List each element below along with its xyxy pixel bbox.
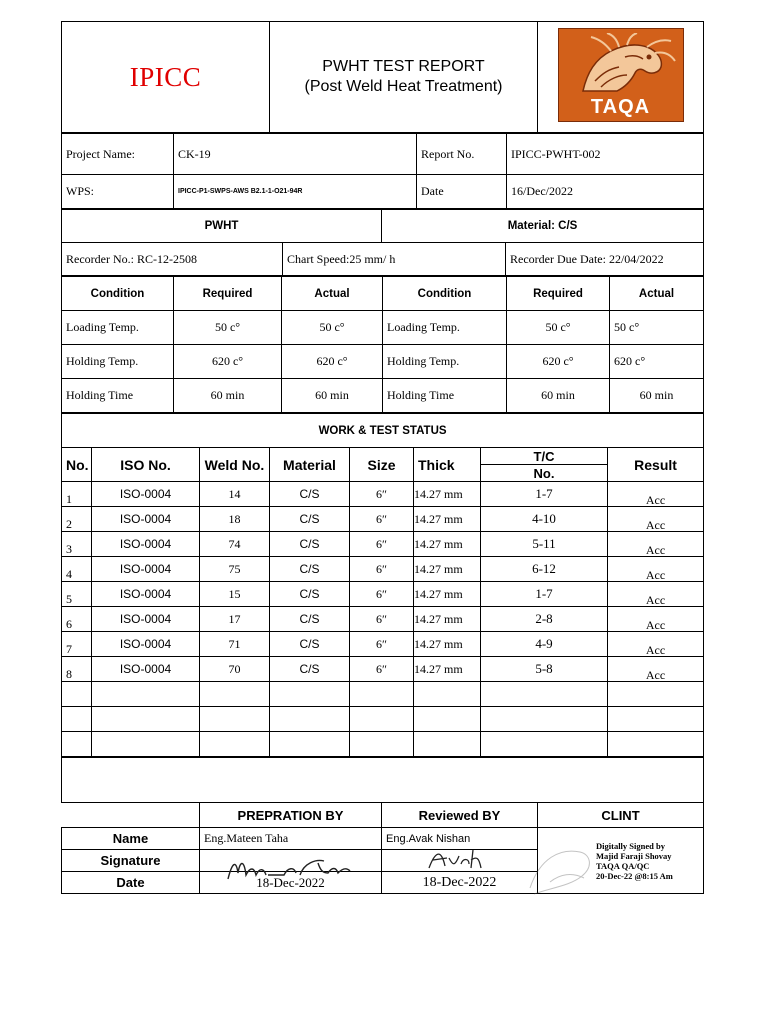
actual-cell: 620 c°	[282, 345, 383, 379]
condition-row	[62, 311, 704, 345]
tc-no-cell	[481, 657, 608, 682]
row-no: 5	[66, 591, 72, 606]
required-cell: 60 min	[174, 379, 282, 413]
report-no-label: Report No.	[417, 134, 507, 175]
iso-no: ISO-0004	[119, 512, 172, 526]
size-cell	[350, 507, 414, 532]
review-signature-cell	[382, 850, 538, 872]
recorder-due-date: Recorder Due Date: 22/04/2022	[506, 243, 704, 276]
company-name: IPICC	[62, 22, 270, 133]
thick-cell	[414, 682, 481, 707]
tc-no-cell	[481, 707, 608, 732]
result: Acc	[645, 667, 666, 682]
actual-header: Actual	[282, 277, 383, 311]
actual-cell: 50 c°	[282, 311, 383, 345]
weld-no-cell	[200, 732, 270, 757]
required-header: Required	[174, 277, 282, 311]
thick-cell	[414, 657, 481, 682]
result-cell	[608, 732, 704, 757]
condition-header: Condition	[62, 277, 174, 311]
tc-no: 1-7	[535, 486, 553, 501]
row-no: 3	[66, 541, 72, 556]
weld-no: 18	[228, 511, 241, 526]
wps-value: IPICC-P1-SWPS-AWS B2.1-1-O21-94R	[174, 175, 417, 209]
report-title-line1: PWHT TEST REPORT	[322, 58, 485, 75]
work-status-title: WORK & TEST STATUS	[62, 414, 704, 448]
material: C/S	[299, 537, 320, 551]
row-no: 6	[66, 616, 72, 631]
row-no-cell	[62, 682, 92, 707]
iso-no: ISO-0004	[119, 487, 172, 501]
iso-no-cell	[92, 707, 200, 732]
weld-no-cell	[200, 532, 270, 557]
iso-no-cell	[92, 532, 200, 557]
result: Acc	[645, 542, 666, 557]
thick: 14.27 mm	[414, 536, 463, 551]
size-cell	[350, 657, 414, 682]
thick: 14.27 mm	[414, 511, 463, 526]
tc-no: 5-8	[535, 661, 553, 676]
reviewed-header: Reviewed BY	[382, 803, 538, 828]
tc-no: 4-9	[535, 636, 553, 651]
client-sign-line3: TAQA QA/QC	[596, 860, 650, 871]
result: Acc	[645, 567, 666, 582]
condition-cell: Loading Temp.	[62, 311, 174, 345]
required-cell: 50 c°	[507, 311, 610, 345]
iso-no-cell	[92, 682, 200, 707]
row-no-cell	[62, 532, 92, 557]
result-cell	[608, 682, 704, 707]
required-cell: 50 c°	[174, 311, 282, 345]
preparation-header: PREPRATION BY	[200, 803, 382, 828]
condition-cell: Holding Temp.	[62, 345, 174, 379]
name-label: Name	[62, 828, 200, 850]
iso-no: ISO-0004	[119, 637, 172, 651]
taqa-logo	[558, 28, 684, 122]
review-name: Eng.Avak Nishan	[382, 828, 538, 850]
table-row	[62, 557, 704, 582]
iso-no: ISO-0004	[119, 587, 172, 601]
size: 6″	[376, 586, 387, 601]
result: Acc	[645, 617, 666, 632]
size-cell	[350, 707, 414, 732]
row-no-cell	[62, 657, 92, 682]
weld-no: 70	[228, 661, 241, 676]
prep-name: Eng.Mateen Taha	[200, 828, 382, 850]
material-label: Material: C/S	[382, 210, 704, 243]
table-row	[62, 682, 704, 707]
condition-row	[62, 379, 704, 413]
report-title-line2: (Post Weld Heat Treatment)	[304, 78, 503, 95]
result-cell	[608, 482, 704, 507]
weld-no: 17	[228, 611, 241, 626]
spacer-row	[62, 758, 704, 803]
row-no: 8	[66, 666, 72, 681]
actual-header: Actual	[610, 277, 704, 311]
tc-no: 1-7	[535, 586, 553, 601]
material-cell	[270, 582, 350, 607]
row-no-cell	[62, 632, 92, 657]
size: 6″	[376, 511, 387, 526]
client-header: CLINT	[538, 803, 704, 828]
row-no: 4	[66, 566, 72, 581]
row-no: 1	[66, 491, 72, 506]
actual-cell: 60 min	[282, 379, 383, 413]
date-label: Date	[417, 175, 507, 209]
iso-no-cell	[92, 632, 200, 657]
thick-cell	[414, 582, 481, 607]
material-cell	[270, 607, 350, 632]
iso-no-cell	[92, 507, 200, 532]
tc-no-header: No.	[481, 465, 608, 482]
size-cell	[350, 632, 414, 657]
weld-no: 75	[228, 561, 241, 576]
iso-header: ISO No.	[92, 448, 200, 482]
row-no-cell	[62, 732, 92, 757]
actual-cell: 50 c°	[610, 311, 704, 345]
recorder-no: Recorder No.: RC-12-2508	[62, 243, 283, 276]
actual-cell: 620 c°	[610, 345, 704, 379]
table-row	[62, 707, 704, 732]
signature-table	[61, 757, 704, 894]
table-row	[62, 582, 704, 607]
wps-label: WPS:	[62, 175, 174, 209]
result-header: Result	[608, 448, 704, 482]
client-sign-line2: Majid Faraji Shovay	[596, 850, 672, 861]
iso-no: ISO-0004	[119, 562, 172, 576]
size: 6″	[376, 486, 387, 501]
tc-no-cell	[481, 482, 608, 507]
size-cell	[350, 732, 414, 757]
material: C/S	[299, 612, 320, 626]
report-sheet	[61, 21, 703, 894]
tc-no: 2-8	[535, 611, 553, 626]
result-cell	[608, 582, 704, 607]
material-cell	[270, 657, 350, 682]
material: C/S	[299, 587, 320, 601]
signature-label: Signature	[62, 850, 200, 872]
result-cell	[608, 707, 704, 732]
result: Acc	[645, 592, 666, 607]
row-no-cell	[62, 582, 92, 607]
condition-header: Condition	[383, 277, 507, 311]
tc-no-cell	[481, 532, 608, 557]
iso-no-cell	[92, 557, 200, 582]
row-no: 7	[66, 641, 72, 656]
weld-no-cell	[200, 682, 270, 707]
material: C/S	[299, 487, 320, 501]
pwht-label: PWHT	[62, 210, 382, 243]
condition-cell: Loading Temp.	[383, 311, 507, 345]
weld-no: 74	[228, 536, 241, 551]
required-cell: 60 min	[507, 379, 610, 413]
material-cell	[270, 707, 350, 732]
material-header: Material	[270, 448, 350, 482]
result-cell	[608, 657, 704, 682]
thick-cell	[414, 482, 481, 507]
logo-text: TAQA	[590, 95, 651, 118]
table-row	[62, 657, 704, 682]
tc-no-cell	[481, 582, 608, 607]
date-value: 16/Dec/2022	[507, 175, 704, 209]
table-row	[62, 482, 704, 507]
size-cell	[350, 532, 414, 557]
material-cell	[270, 682, 350, 707]
thick-cell	[414, 732, 481, 757]
size-cell	[350, 482, 414, 507]
weld-no-cell	[200, 632, 270, 657]
size: 6″	[376, 561, 387, 576]
prep-date: 18-Dec-2022	[200, 872, 382, 894]
weld-header: Weld No.	[200, 448, 270, 482]
size-cell	[350, 682, 414, 707]
result: Acc	[645, 492, 666, 507]
work-status-rows	[62, 482, 704, 757]
result-cell	[608, 632, 704, 657]
empty-corner	[62, 803, 200, 828]
row-no-cell	[62, 707, 92, 732]
weld-no: 14	[228, 486, 241, 501]
condition-cell: Holding Time	[383, 379, 507, 413]
iso-no-cell	[92, 482, 200, 507]
material-cell	[270, 557, 350, 582]
required-header: Required	[507, 277, 610, 311]
row-no-cell	[62, 482, 92, 507]
pwht-table	[61, 209, 704, 276]
iso-no-cell	[92, 732, 200, 757]
thick-cell	[414, 507, 481, 532]
table-row	[62, 632, 704, 657]
weld-no-cell	[200, 707, 270, 732]
thick-cell	[414, 557, 481, 582]
horse-emblem-icon	[565, 33, 677, 95]
condition-table	[61, 276, 704, 413]
tc-no: 4-10	[532, 511, 556, 526]
table-row	[62, 507, 704, 532]
report-no-value: IPICC-PWHT-002	[507, 134, 704, 175]
chart-speed: Chart Speed:25 mm/ h	[283, 243, 506, 276]
client-digital-signature	[538, 828, 704, 894]
weld-no-cell	[200, 657, 270, 682]
tc-header: T/C	[481, 448, 608, 465]
iso-no-cell	[92, 657, 200, 682]
thick: 14.27 mm	[414, 586, 463, 601]
size-cell	[350, 557, 414, 582]
required-cell: 620 c°	[507, 345, 610, 379]
thick: 14.27 mm	[414, 561, 463, 576]
thick: 14.27 mm	[414, 486, 463, 501]
weld-no-cell	[200, 607, 270, 632]
project-info-table	[61, 133, 704, 209]
material: C/S	[299, 562, 320, 576]
report-title	[270, 22, 538, 133]
material: C/S	[299, 637, 320, 651]
weld-no: 71	[228, 636, 241, 651]
actual-cell: 60 min	[610, 379, 704, 413]
result-cell	[608, 532, 704, 557]
condition-row	[62, 345, 704, 379]
row-no: 2	[66, 516, 72, 531]
weld-no-cell	[200, 507, 270, 532]
result-cell	[608, 507, 704, 532]
iso-no: ISO-0004	[119, 662, 172, 676]
table-row	[62, 732, 704, 757]
condition-cell: Holding Time	[62, 379, 174, 413]
size: 6″	[376, 611, 387, 626]
size: 6″	[376, 536, 387, 551]
material-cell	[270, 482, 350, 507]
material: C/S	[299, 512, 320, 526]
client-sign-line1: Digitally Signed by	[596, 840, 665, 851]
material: C/S	[299, 662, 320, 676]
iso-no-cell	[92, 607, 200, 632]
weld-no-cell	[200, 557, 270, 582]
weld-no-cell	[200, 582, 270, 607]
date-row-label: Date	[62, 872, 200, 894]
weld-no: 15	[228, 586, 241, 601]
result: Acc	[645, 517, 666, 532]
thick-cell	[414, 607, 481, 632]
size-cell	[350, 607, 414, 632]
iso-no: ISO-0004	[119, 537, 172, 551]
tc-no: 5-11	[532, 536, 556, 551]
row-no-cell	[62, 607, 92, 632]
material-cell	[270, 732, 350, 757]
review-date: 18-Dec-2022	[382, 872, 538, 894]
tc-no-cell	[481, 607, 608, 632]
size: 6″	[376, 661, 387, 676]
thick: 14.27 mm	[414, 636, 463, 651]
result-cell	[608, 557, 704, 582]
tc-no: 6-12	[532, 561, 556, 576]
size-header: Size	[350, 448, 414, 482]
material-cell	[270, 532, 350, 557]
thick: 14.27 mm	[414, 661, 463, 676]
tc-no-cell	[481, 732, 608, 757]
material-cell	[270, 632, 350, 657]
iso-no-cell	[92, 582, 200, 607]
table-row	[62, 532, 704, 557]
tc-no-cell	[481, 632, 608, 657]
thick-cell	[414, 532, 481, 557]
tc-no-cell	[481, 682, 608, 707]
project-name-label: Project Name:	[62, 134, 174, 175]
table-row	[62, 607, 704, 632]
prep-signature-cell	[200, 850, 382, 872]
work-status-table	[61, 413, 704, 757]
material-cell	[270, 507, 350, 532]
weld-no-cell	[200, 482, 270, 507]
thick-cell	[414, 632, 481, 657]
size: 6″	[376, 636, 387, 651]
tc-no-cell	[481, 557, 608, 582]
header-table	[61, 21, 704, 133]
row-no-cell	[62, 557, 92, 582]
thick-cell	[414, 707, 481, 732]
row-no-cell	[62, 507, 92, 532]
thick: 14.27 mm	[414, 611, 463, 626]
project-name-value: CK-19	[174, 134, 417, 175]
iso-no: ISO-0004	[119, 612, 172, 626]
result-cell	[608, 607, 704, 632]
result: Acc	[645, 642, 666, 657]
size-cell	[350, 582, 414, 607]
condition-cell: Holding Temp.	[383, 345, 507, 379]
no-header: No.	[62, 448, 92, 482]
tc-no-cell	[481, 507, 608, 532]
client-sign-line4: 20-Dec-22 @8:15 Am	[596, 870, 673, 881]
thick-header: Thick	[414, 448, 481, 482]
required-cell: 620 c°	[174, 345, 282, 379]
logo-cell	[538, 22, 704, 133]
